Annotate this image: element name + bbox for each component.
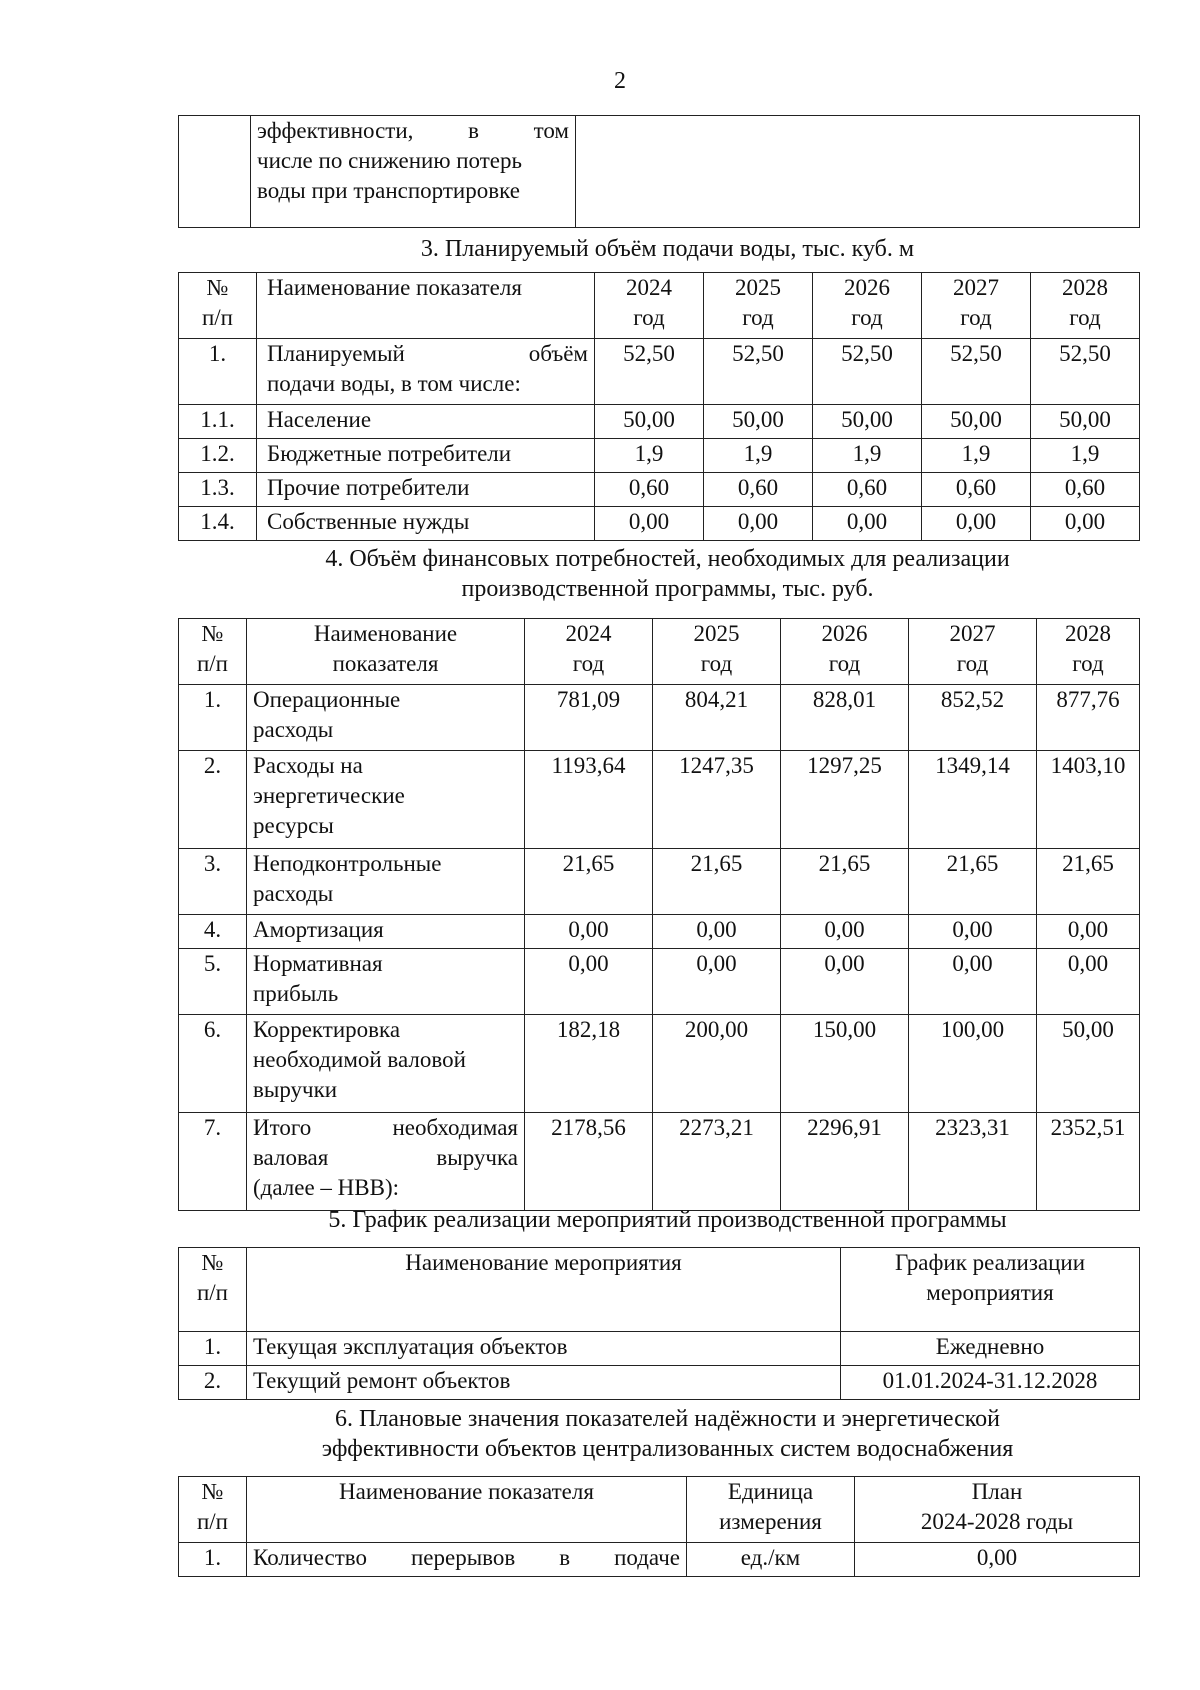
value-cell: 0,00: [653, 949, 781, 1015]
value-cell: 0,00: [781, 915, 909, 949]
value-cell: 50,00: [595, 405, 704, 439]
value-cell: 1,9: [1031, 439, 1140, 473]
unit-cell: ед./км: [687, 1543, 855, 1577]
row-name: Корректировка необходимой валовой выручки: [247, 1015, 525, 1113]
row-num: 1.3.: [179, 473, 257, 507]
table-row: [179, 949, 1140, 1015]
value-cell: 21,65: [525, 849, 653, 915]
value-cell: 1,9: [922, 439, 1031, 473]
section4-title-line: производственной программы, тыс. руб.: [461, 576, 874, 602]
fragment-line: числе по снижению потерь: [257, 148, 523, 173]
col-header-year: 2026 год: [781, 619, 909, 685]
value-cell: 52,50: [922, 339, 1031, 405]
row-name: Население: [257, 405, 595, 439]
value-cell: 1297,25: [781, 751, 909, 849]
value-cell: 21,65: [781, 849, 909, 915]
col-header-year: 2028 год: [1037, 619, 1140, 685]
row-num: 2.: [179, 751, 247, 849]
page-number: 2: [614, 68, 626, 94]
col-header-year: 2024 год: [525, 619, 653, 685]
top-fragment-table: [178, 115, 1140, 228]
row-num: 4.: [179, 915, 247, 949]
value-cell: 1403,10: [1037, 751, 1140, 849]
value-cell: 2323,31: [909, 1113, 1037, 1211]
value-cell: 0,00: [595, 507, 704, 541]
value-cell: 852,52: [909, 685, 1037, 751]
section4-title-line: 4. Объём финансовых потребностей, необходимых для реализации: [325, 546, 1010, 572]
table-row: [179, 1366, 1140, 1400]
value-cell: 21,65: [1037, 849, 1140, 915]
col-header-num: № п/п: [179, 619, 247, 685]
value-cell: 2296,91: [781, 1113, 909, 1211]
row-num: 1.2.: [179, 439, 257, 473]
table-row: [179, 915, 1140, 949]
fragment-word: эффективности,: [257, 118, 414, 143]
value-cell: 52,50: [595, 339, 704, 405]
table-row: [179, 685, 1140, 751]
value-cell: 50,00: [704, 405, 813, 439]
value-cell: 1349,14: [909, 751, 1037, 849]
value-cell: 877,76: [1037, 685, 1140, 751]
col-header-name: Наименование показателя: [257, 273, 595, 339]
row-num: 1.: [179, 1332, 247, 1366]
value-cell: 828,01: [781, 685, 909, 751]
row-num: 1.4.: [179, 507, 257, 541]
col-header-num: № п/п: [179, 1477, 247, 1543]
row-name: Амортизация: [247, 915, 525, 949]
table-row: [179, 473, 1140, 507]
value-cell: 0,00: [1037, 949, 1140, 1015]
row-name: Нормативная прибыль: [247, 949, 525, 1015]
col-header-year: 2024 год: [595, 273, 704, 339]
section6-title-line: эффективности объектов централизованных систем водоснабжения: [321, 1436, 1014, 1462]
col-header-num: № п/п: [179, 1248, 247, 1332]
row-num: 3.: [179, 849, 247, 915]
value-cell: 2178,56: [525, 1113, 653, 1211]
value-cell: 0,00: [704, 507, 813, 541]
table-row: [179, 1113, 1140, 1211]
row-name: Количество перерывов в подаче: [247, 1543, 687, 1577]
row-name: Операционные расходы: [247, 685, 525, 751]
table-row: [179, 1543, 1140, 1577]
schedule-cell: 01.01.2024-31.12.2028: [841, 1366, 1140, 1400]
row-num: 1.: [179, 339, 257, 405]
section6-title-line: 6. Плановые значения показателей надёжности и энергетической: [334, 1406, 1001, 1432]
value-cell: 0,00: [909, 949, 1037, 1015]
col-header-plan: План 2024-2028 годы: [855, 1477, 1140, 1543]
value-cell: 0,00: [525, 949, 653, 1015]
col-header-name: Наименование показателя: [247, 1477, 687, 1543]
section3-table: [178, 272, 1140, 541]
value-cell: 804,21: [653, 685, 781, 751]
value-cell: 50,00: [1031, 405, 1140, 439]
value-cell: 0,60: [922, 473, 1031, 507]
section5-title: 5. График реализации мероприятий производственной программы: [328, 1207, 1007, 1233]
plan-cell: 0,00: [855, 1543, 1140, 1577]
row-name: Планируемый объём подачи воды, в том числе:: [257, 339, 595, 405]
value-cell: 2273,21: [653, 1113, 781, 1211]
value-cell: 0,00: [525, 915, 653, 949]
value-cell: 1,9: [704, 439, 813, 473]
table-row: [179, 751, 1140, 849]
value-cell: 0,00: [653, 915, 781, 949]
value-cell: 200,00: [653, 1015, 781, 1113]
row-name: Собственные нужды: [257, 507, 595, 541]
row-name: Текущая эксплуатация объектов: [247, 1332, 841, 1366]
value-cell: 150,00: [781, 1015, 909, 1113]
value-cell: 0,00: [1031, 507, 1140, 541]
col-header-year: 2027 год: [922, 273, 1031, 339]
row-name: Прочие потребители: [257, 473, 595, 507]
section3-title: 3. Планируемый объём подачи воды, тыс. куб. м: [420, 236, 915, 262]
value-cell: 0,60: [1031, 473, 1140, 507]
value-cell: 21,65: [909, 849, 1037, 915]
row-name: Расходы на энергетические ресурсы: [247, 751, 525, 849]
value-cell: 0,00: [909, 915, 1037, 949]
section5-table: [178, 1247, 1140, 1400]
value-cell: 0,60: [595, 473, 704, 507]
row-num: 1.: [179, 685, 247, 751]
row-num: 5.: [179, 949, 247, 1015]
value-cell: 52,50: [704, 339, 813, 405]
section6-table: [178, 1476, 1140, 1577]
row-num: 1.1.: [179, 405, 257, 439]
table-row: [179, 507, 1140, 541]
value-cell: 0,00: [1037, 915, 1140, 949]
value-cell: 50,00: [1037, 1015, 1140, 1113]
value-cell: 1,9: [595, 439, 704, 473]
row-num: 1.: [179, 1543, 247, 1577]
col-header-schedule: График реализации мероприятия: [841, 1248, 1140, 1332]
value-cell: 0,60: [813, 473, 922, 507]
table-row: [179, 405, 1140, 439]
col-header-year: 2025 год: [704, 273, 813, 339]
value-cell: 1247,35: [653, 751, 781, 849]
col-header-year: 2025 год: [653, 619, 781, 685]
col-header-year: 2027 год: [909, 619, 1037, 685]
value-cell: 2352,51: [1037, 1113, 1140, 1211]
value-cell: 781,09: [525, 685, 653, 751]
section6-title: [175, 1404, 1160, 1464]
row-name: Бюджетные потребители: [257, 439, 595, 473]
value-cell: 50,00: [922, 405, 1031, 439]
value-cell: 1193,64: [525, 751, 653, 849]
empty-cell: [179, 116, 251, 228]
row-name: Итого необходимая валовая выручка (далее – НВВ):: [247, 1113, 525, 1211]
value-cell: 50,00: [813, 405, 922, 439]
row-num: 6.: [179, 1015, 247, 1113]
table-row: [179, 849, 1140, 915]
row-name: Неподконтрольные расходы: [247, 849, 525, 915]
col-header-name: Наименование мероприятия: [247, 1248, 841, 1332]
value-cell: 52,50: [813, 339, 922, 405]
col-header-year: 2026 год: [813, 273, 922, 339]
row-num: 2.: [179, 1366, 247, 1400]
row-name: Текущий ремонт объектов: [247, 1366, 841, 1400]
value-cell: 0,00: [781, 949, 909, 1015]
section4-table: [178, 618, 1140, 1211]
col-header-num: № п/п: [179, 273, 257, 339]
section4-title: [175, 544, 1160, 604]
fragment-word: в: [468, 118, 479, 143]
value-cell: 182,18: [525, 1015, 653, 1113]
value-cell: 52,50: [1031, 339, 1140, 405]
value-cell: 0,00: [922, 507, 1031, 541]
table-row: [179, 439, 1140, 473]
col-header-name: Наименование показателя: [247, 619, 525, 685]
col-header-year: 2028 год: [1031, 273, 1140, 339]
row-num: 7.: [179, 1113, 247, 1211]
value-cell: 100,00: [909, 1015, 1037, 1113]
table-row: [179, 339, 1140, 405]
value-cell: 0,60: [704, 473, 813, 507]
value-cell: 1,9: [813, 439, 922, 473]
fragment-line: воды при транспортировке: [257, 178, 520, 203]
fragment-word: том: [533, 118, 569, 143]
value-cell: 0,00: [813, 507, 922, 541]
schedule-cell: Ежедневно: [841, 1332, 1140, 1366]
empty-cell: [576, 116, 1140, 228]
value-cell: 21,65: [653, 849, 781, 915]
table-row: [179, 1015, 1140, 1113]
table-row: [179, 1332, 1140, 1366]
fragment-text: [251, 116, 576, 228]
col-header-unit: Единица измерения: [687, 1477, 855, 1543]
